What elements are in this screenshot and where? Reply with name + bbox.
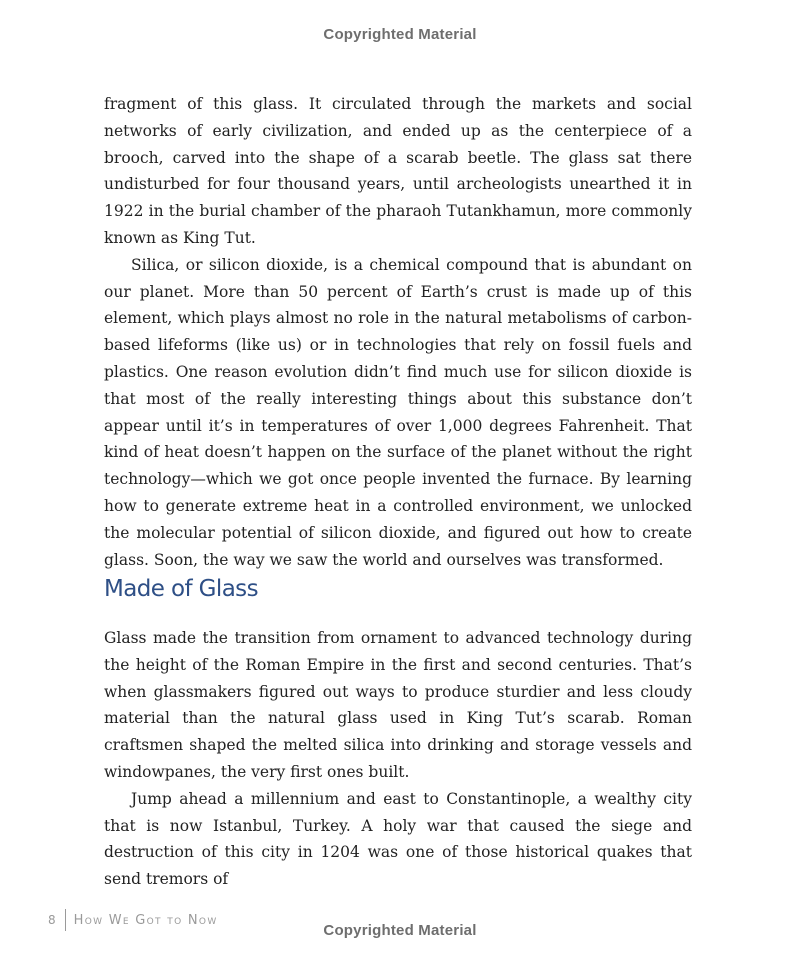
section-heading: Made of Glass — [104, 576, 258, 602]
paragraph-constantinople: Jump ahead a millennium and east to Constantinople, a wealthy city that is now Istanbul, Turkey. A holy war that caused the siege and destruction of this city in 1204 was one of those historical quakes that send tremors of — [104, 789, 692, 889]
page-number: 8 — [48, 913, 56, 927]
body-section-one — [104, 91, 692, 573]
running-title: How We Got to Now — [73, 912, 218, 928]
body-section-two — [104, 625, 692, 893]
paragraph-roman-glass: Glass made the transition from ornament to advanced technology during the height of the Roman Empire in the first and second centuries. That’s when glassmakers figured out ways to produce sturdier and less cloudy material than the natural glass used in King Tut’s scarab. Roman craftsmen shaped the melted silica into drinking and storage vessels and windowpanes, the very first ones built. — [104, 629, 692, 781]
copyright-watermark-top: Copyrighted Material — [323, 26, 477, 43]
paragraph-continuation: fragment of this glass. It circulated through the markets and social networks of early civilization, and ended up as the centerpiece of a brooch, carved into the shape of a scarab beetle. The glass sat there undisturbed for four thousand years, until archeologists unearthed it in 1922 in the burial chamber of the pharaoh Tutankhamun, more commonly known as King Tut. — [104, 95, 692, 247]
paragraph-silica: Silica, or silicon dioxide, is a chemical compound that is abundant on our planet. More than 50 percent of Earth’s crust is made up of this element, which plays almost no role in the natural metabolisms of carbon-based lifeforms (like us) or in technologies that rely on fossil fuels and plastics. One reason evolution didn’t find much use for silicon dioxide is that most of the really interesting things about this substance don’t appear until it’s in temperatures of over 1,000 degrees Fahrenheit. That kind of heat doesn’t happen on the surface of the planet without the right technology—which we got once people invented the furnace. By learning how to generate extreme heat in a controlled environment, we unlocked the molecular potential of silicon dioxide, and figured out how to create glass. Soon, the way we saw the world and ourselves was transformed. — [104, 255, 692, 569]
copyright-watermark-bottom: Copyrighted Material — [323, 922, 477, 939]
